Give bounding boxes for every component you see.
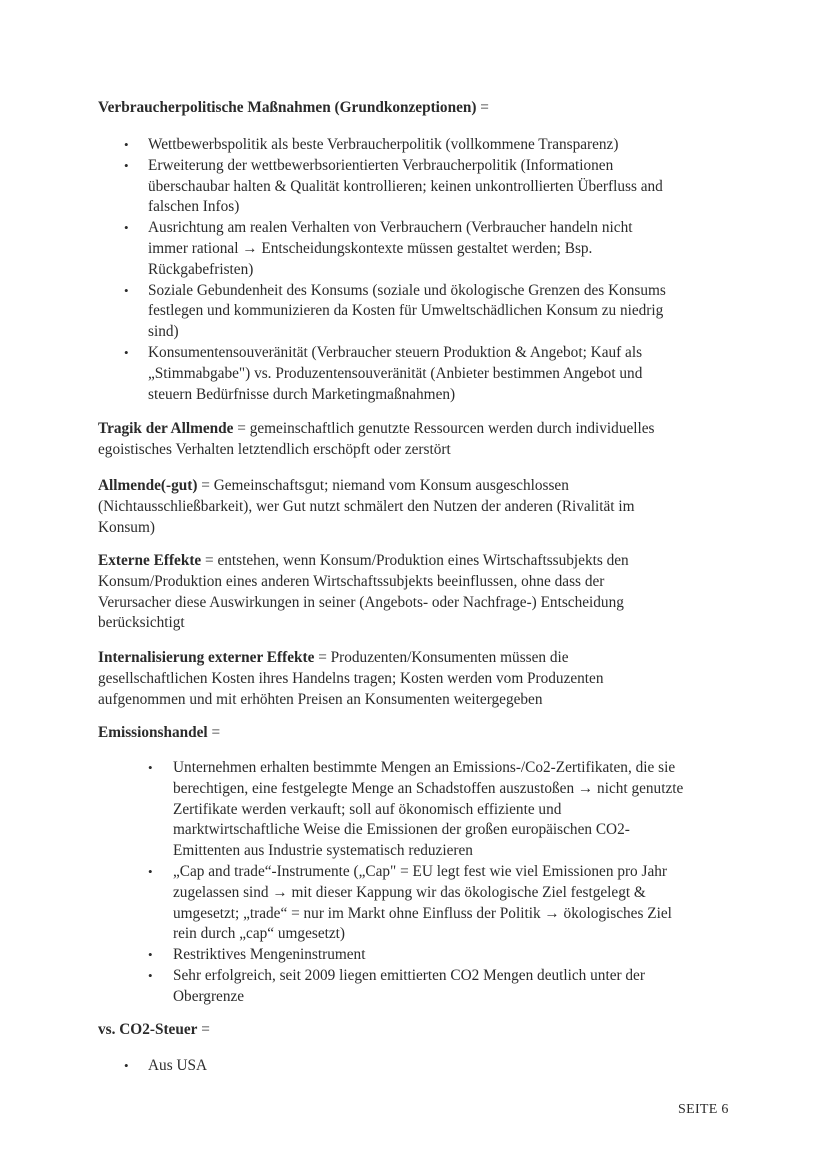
definition-line <box>98 593 624 613</box>
bullet-icon: • <box>148 947 153 963</box>
heading-term: Emissionshandel <box>98 724 208 741</box>
definition-text: egoistisches Verhalten letztendlich erschöpft oder zerstört <box>98 440 451 458</box>
section-heading <box>98 1020 210 1040</box>
definition-line <box>98 648 569 668</box>
definition-term: Externe Effekte <box>98 552 202 569</box>
list-item-line: Sehr erfolgreich, seit 2009 liegen emittierten CO2 Mengen deutlich unter der <box>173 967 645 984</box>
definition-text: Konsum) <box>98 518 155 536</box>
definition-line <box>98 669 604 689</box>
list-item-line: Restriktives Mengeninstrument <box>173 946 366 964</box>
heading-term: vs. CO2-Steuer <box>98 1021 198 1038</box>
list-item-line: Rückgabefristen) <box>148 260 254 278</box>
list-item-line: überschaubar halten & Qualität kontrollieren; keinen unkontrollierten Überfluss and <box>148 177 663 195</box>
bullet-icon: • <box>148 760 153 775</box>
list-item-line: immer rational → Entscheidungskontexte müssen gestaltet werden; Bsp. <box>148 240 593 257</box>
definition-term: Allmende(-gut) <box>98 477 198 494</box>
heading-suffix: = <box>207 724 221 741</box>
bullet-icon: • <box>124 220 129 236</box>
section-heading <box>98 723 220 743</box>
definition-text: Verursacher diese Auswirkungen in seiner (Angebots- oder Nachfrage-) Entscheidung <box>98 593 624 611</box>
bullet-icon: • <box>124 282 129 298</box>
definition-line <box>98 497 634 517</box>
list-item-line: steuern Bedürfnisse durch Marketingmaßnahmen) <box>148 385 456 403</box>
definition-line <box>98 440 451 460</box>
bullet-icon: • <box>148 968 153 983</box>
definition-text: aufgenommen und mit erhöhten Preisen an Konsumenten weitergegeben <box>98 690 543 708</box>
list-item-line: Wettbewerbspolitik als beste Verbraucherpolitik (vollkommene Transparenz) <box>148 136 619 153</box>
heading-suffix: = <box>476 99 489 116</box>
definition-term: Internalisierung externer Effekte <box>98 649 315 666</box>
list-item-line: Ausrichtung am realen Verhalten von Verbrauchern (Verbraucher handeln nicht <box>148 219 633 237</box>
definition-text: = entstehen, wenn Konsum/Produktion eines Wirtschaftssubjekts den <box>201 552 629 569</box>
list-item-line: Emittenten aus Industrie systematisch reduzieren <box>173 842 473 860</box>
list-item-line: „Cap and trade“-Instrumente („Cap" = EU legt fest wie viel Emissionen pro Jahr <box>173 863 668 880</box>
heading-suffix: = <box>197 1021 210 1038</box>
section-heading <box>98 98 489 118</box>
definition-text: = Produzenten/Konsumenten müssen die <box>314 649 569 666</box>
definition-line <box>98 572 604 592</box>
list-item-line: Aus USA <box>148 1057 208 1074</box>
heading-term: Verbraucherpolitische Maßnahmen (Grundkonzeptionen) <box>98 99 477 116</box>
list-item-line: zugelassen sind → mit dieser Kappung wir das ökologische Ziel festgelegt & <box>173 883 646 901</box>
bullet-icon: • <box>124 157 129 173</box>
definition-line <box>98 613 185 633</box>
bullet-icon: • <box>124 345 129 360</box>
list-item-line: Obergrenze <box>173 987 245 1005</box>
list-item-line: umgesetzt; „trade“ = nur im Markt ohne Einfluss der Politik → ökologisches Ziel <box>173 904 672 922</box>
list-item-line: rein durch „cap“ umgesetzt) <box>173 925 346 943</box>
list-item-line: Unternehmen erhalten bestimmte Mengen an Emissions-/Co2-Zertifikaten, die sie <box>173 759 676 776</box>
list-item-line: berechtigen, eine festgelegte Menge an Schadstoffen auszustoßen → nicht genutzte <box>173 779 684 797</box>
list-item-line: Soziale Gebundenheit des Konsums (soziale und ökologische Grenzen des Konsums <box>148 281 666 299</box>
definition-text: Konsum/Produktion eines anderen Wirtschaftssubjekts beeinflussen, ohne dass der <box>98 572 605 590</box>
definition-term: Tragik der Allmende <box>98 420 234 437</box>
list-item-line: festlegen und kommunizieren da Kosten für Umweltschädlichen Konsum zu niedrig <box>148 302 664 320</box>
definition-text: = gemeinschaftlich genutzte Ressourcen werden durch individuelles <box>233 420 655 437</box>
list-item-line: „Stimmabgabe") vs. Produzentensouveränität (Anbieter bestimmen Angebot und <box>148 364 643 382</box>
list-item-line: Zertifikate werden verkauft; soll auf ökonomisch effiziente und <box>173 800 562 818</box>
list-item-line: falschen Infos) <box>148 198 240 216</box>
list-item-line: Konsumentensouveränität (Verbraucher steuern Produktion & Angebot; Kauf als <box>148 344 643 361</box>
definition-text: berücksichtigt <box>98 614 185 632</box>
definition-line <box>98 690 542 710</box>
definition-line <box>98 518 155 538</box>
bullet-icon: • <box>124 1058 129 1073</box>
bullet-icon: • <box>124 137 129 152</box>
list-item-line: Erweiterung der wettbewerbsorientierten Verbraucherpolitik (Informationen <box>148 156 614 174</box>
definition-text: gesellschaftlichen Kosten ihres Handelns tragen; Kosten werden vom Produzenten <box>98 669 604 687</box>
list-item-line: marktwirtschaftliche Weise die Emissionen der großen europäischen CO2- <box>173 821 630 839</box>
bullet-icon: • <box>148 864 153 879</box>
definition-line <box>98 476 569 496</box>
list-item-line: sind) <box>148 323 179 341</box>
definition-line <box>98 419 655 439</box>
page-number: SEITE 6 <box>678 1102 729 1117</box>
definition-text: (Nichtausschließbarkeit), wer Gut nutzt schmälert den Nutzen der anderen (Rivalität im <box>98 497 635 515</box>
definition-line <box>98 551 629 571</box>
definition-text: = Gemeinschaftsgut; niemand vom Konsum ausgeschlossen <box>197 477 569 494</box>
